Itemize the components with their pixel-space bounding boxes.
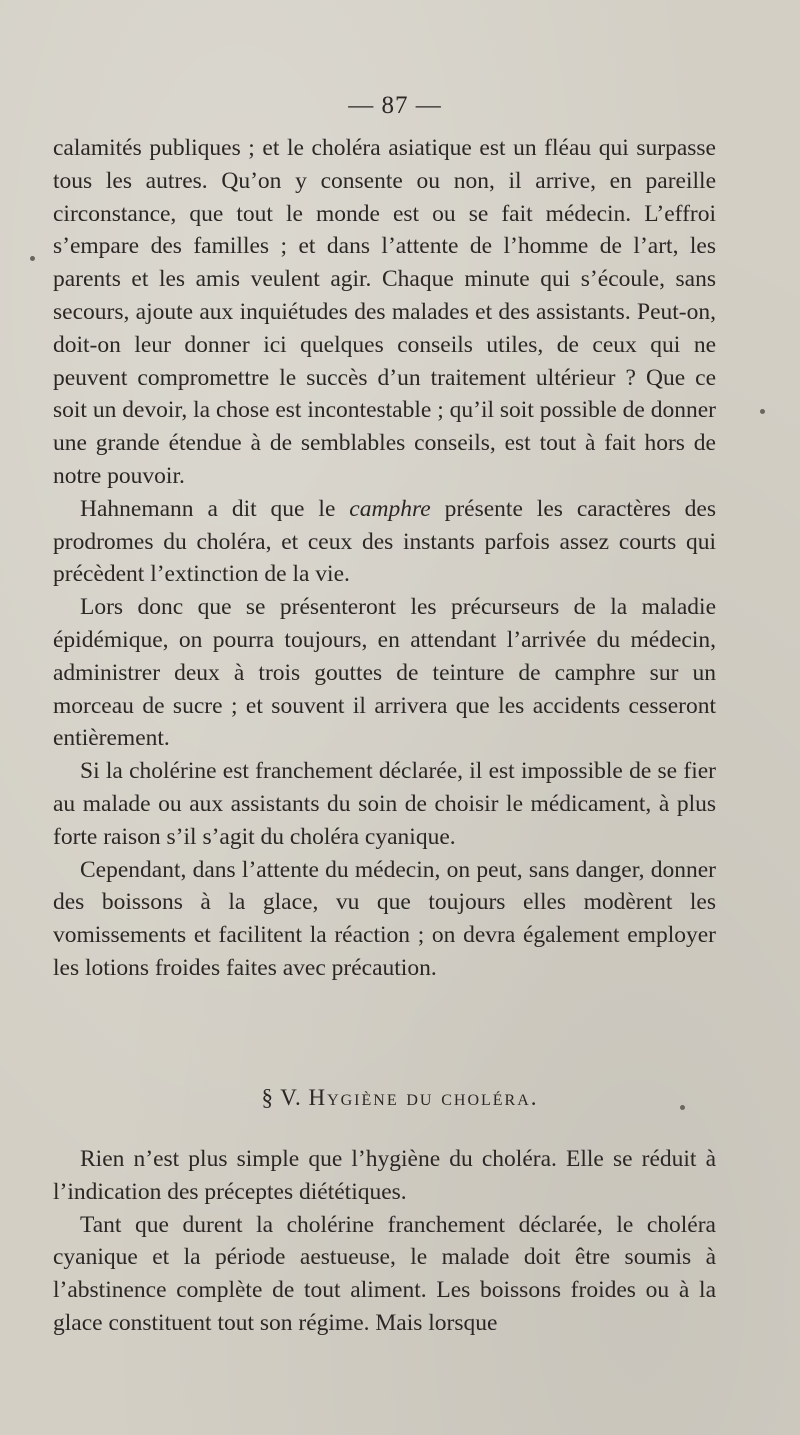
paragraph: Si la cholérine est franchement déclarée, il est impossible de se fier au malade ou aux assistants du soin de choisir le médicament, à plus forte raison s’il s’agit du choléra cyanique. xyxy=(53,758,716,850)
paragraph: Rien n’est plus simple que l’hygiène du choléra. Elle se réduit à l’indication des préceptes diététiques. xyxy=(53,1146,716,1205)
page-number: — 87 — xyxy=(348,92,442,119)
paragraph: Lors donc que se présenteront les précurseurs de la maladie épidémique, on pourra toujours, en attendant l’arrivée du médecin, administrer deux à trois gouttes de teinture de camphre sur un morceau de sucre ; et souvent il arrivera que les accidents cesseront entièrement. xyxy=(53,594,716,752)
paragraph: Cependant, dans l’attente du médecin, on peut, sans danger, donner des boissons à la glace, vu que toujours elles modèrent les vomissements et facilitent la réaction ; on devra également employer les lotions froides faites avec précaution. xyxy=(53,856,716,981)
section-number: § V. xyxy=(261,1085,302,1110)
italic-term: camphre xyxy=(349,495,431,522)
paragraph: calamités publiques ; et le choléra asiatique est un fléau qui surpasse tous les autres. Qu’on y consente ou non, il arrive, en pareille circonstance, que tout le monde est ou se fait médecin. L’effroi s’empare des familles ; et dans l’attente de l’homme de l’art, les parents et les amis veulent agir. Chaque minute qui s’écoule, sans secours, ajoute aux inquiétudes des malades et des assistants. Peut-on, doit-on leur donner ici quelques conseils utiles, de ceux qui ne peuvent compromettre le succès d’un traitement ultérieur ? Que ce soit un devoir, la chose est incontestable ; qu’il soit possible de donner une grande étendue à de semblables conseils, est tout à fait hors de notre pouvoir. xyxy=(53,135,716,489)
body-text xyxy=(53,132,716,985)
paper-speck xyxy=(680,1105,685,1110)
paragraph: Hahnemann a dit que le camphre présente les caractères des prodromes du choléra, et ceux des instants parfois assez courts qui précèdent l’extinction de la vie. xyxy=(53,495,716,588)
section-text xyxy=(53,1143,716,1340)
section-title: Hygiène du choléra. xyxy=(308,1085,539,1110)
paper-speck xyxy=(30,256,35,261)
paper-speck xyxy=(760,409,765,414)
paragraph: Tant que durent la cholérine franchement déclarée, le choléra cyanique et la période aestueuse, le malade doit être soumis à l’abstinence complète de tout aliment. Les boissons froides ou à la glace constituent tout son régime. Mais lorsque xyxy=(53,1211,716,1336)
